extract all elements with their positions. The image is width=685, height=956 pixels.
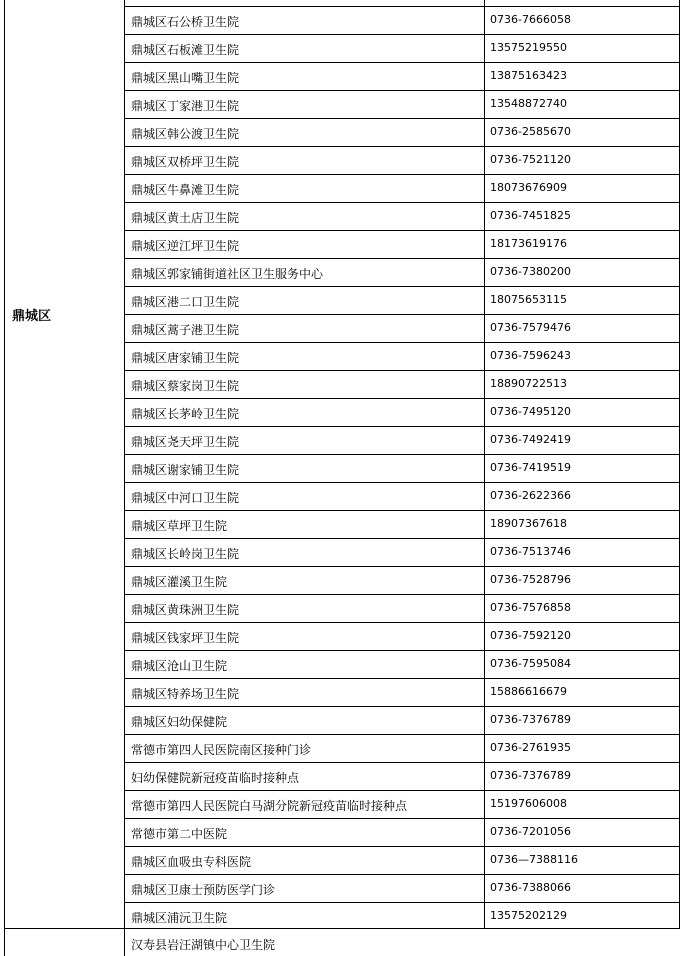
row-divider xyxy=(124,510,680,511)
row-divider xyxy=(124,258,680,259)
hospital-name: 鼎城区特养场卫生院 xyxy=(131,687,240,701)
table-row xyxy=(0,818,685,846)
hospital-name: 鼎城区蔡家岗卫生院 xyxy=(131,379,240,393)
hospital-phone: 0736-7201056 xyxy=(490,825,571,838)
hospital-name: 鼎城区双桥坪卫生院 xyxy=(131,155,240,169)
hospital-phone: 0736-7380200 xyxy=(490,265,571,278)
row-divider xyxy=(124,538,680,539)
row-divider xyxy=(124,146,680,147)
hospital-phone: 0736-7576858 xyxy=(490,601,571,614)
hospital-name: 鼎城区石公桥卫生院 xyxy=(131,15,240,29)
row-divider xyxy=(124,678,680,679)
hospital-name: 鼎城区血吸虫专科医院 xyxy=(131,855,252,869)
row-divider xyxy=(124,314,680,315)
hospital-name: 鼎城区黑山嘴卫生院 xyxy=(131,71,240,85)
row-divider xyxy=(124,370,680,371)
hospital-phone: 13548872740 xyxy=(490,97,567,110)
hospital-name: 鼎城区谢家铺卫生院 xyxy=(131,463,240,477)
row-divider xyxy=(124,594,680,595)
row-divider xyxy=(124,426,680,427)
row-divider xyxy=(124,818,680,819)
row-divider xyxy=(124,90,680,91)
hospital-phone: 0736-7451825 xyxy=(490,209,571,222)
table-row xyxy=(0,230,685,258)
table-row xyxy=(0,258,685,286)
hospital-phone: 0736-7596243 xyxy=(490,349,571,362)
row-divider xyxy=(124,342,680,343)
row-divider xyxy=(124,230,680,231)
hospital-phone: 0736-7388066 xyxy=(490,881,571,894)
table-row xyxy=(0,426,685,454)
hospital-name: 鼎城区牛鼻滩卫生院 xyxy=(131,183,240,197)
row-divider xyxy=(124,482,680,483)
row-divider xyxy=(124,762,680,763)
table-row xyxy=(0,622,685,650)
hospital-name: 鼎城区长岭岗卫生院 xyxy=(131,547,240,561)
hospital-phone: 0736-2585670 xyxy=(490,125,571,138)
hospital-phone: 0736-7592120 xyxy=(490,629,571,642)
table-row xyxy=(0,146,685,174)
hospital-name: 常德市第二中医院 xyxy=(131,827,228,841)
row-divider xyxy=(124,706,680,707)
table-row xyxy=(0,174,685,202)
table-row xyxy=(0,370,685,398)
hospital-name: 常德市第四人民医院南区接种门诊 xyxy=(131,743,312,757)
hospital-phone: 0736—7388116 xyxy=(490,853,578,866)
hospital-phone: 13575202129 xyxy=(490,909,567,922)
table-row xyxy=(0,342,685,370)
table-row xyxy=(0,790,685,818)
row-divider xyxy=(124,118,680,119)
row-divider xyxy=(124,34,680,35)
table-row xyxy=(0,678,685,706)
hospital-name: 鼎城区黄土店卫生院 xyxy=(131,211,240,225)
hospital-phone: 0736-7513746 xyxy=(490,545,571,558)
hospital-phone: 0736-7521120 xyxy=(490,153,571,166)
row-divider xyxy=(124,62,680,63)
hospital-name: 鼎城区长茅岭卫生院 xyxy=(131,407,240,421)
table-row xyxy=(0,538,685,566)
hospital-phone: 15197606008 xyxy=(490,797,567,810)
hospital-name: 鼎城区郭家铺街道社区卫生服务中心 xyxy=(131,267,324,281)
hospital-phone: 0736-7595084 xyxy=(490,657,571,670)
table-row xyxy=(0,706,685,734)
row-divider xyxy=(124,6,680,7)
table-row xyxy=(0,6,685,34)
row-divider xyxy=(124,874,680,875)
hospital-name: 鼎城区卫康士预防医学门诊 xyxy=(131,883,276,897)
hospital-name: 鼎城区中河口卫生院 xyxy=(131,491,240,505)
hospital-phone: 0736-2622366 xyxy=(490,489,571,502)
table-row xyxy=(0,482,685,510)
hospital-name: 鼎城区尧天坪卫生院 xyxy=(131,435,240,449)
hospital-name: 妇幼保健院新冠疫苗临时接种点 xyxy=(131,771,300,785)
row-divider xyxy=(124,286,680,287)
hospital-name: 鼎城区蒿子港卫生院 xyxy=(131,323,240,337)
row-divider xyxy=(124,902,680,903)
hospital-phone: 0736-2761935 xyxy=(490,741,571,754)
hospital-phone: 18173619176 xyxy=(490,237,567,250)
row-divider xyxy=(124,174,680,175)
next-row-hospital-name: 汉寿县岩汪湖镇中心卫生院 xyxy=(131,938,276,952)
hospital-name: 鼎城区钱家坪卫生院 xyxy=(131,631,240,645)
table-row xyxy=(0,902,685,930)
hospital-name: 鼎城区妇幼保健院 xyxy=(131,715,228,729)
hospital-phone: 18075653115 xyxy=(490,293,567,306)
table-row xyxy=(0,734,685,762)
hospital-phone: 13575219550 xyxy=(490,41,567,54)
table-row xyxy=(0,118,685,146)
table-row xyxy=(0,34,685,62)
table-row xyxy=(0,202,685,230)
row-divider xyxy=(124,650,680,651)
table-row xyxy=(0,90,685,118)
row-divider xyxy=(124,790,680,791)
district-label: 鼎城区 xyxy=(12,309,52,324)
table-row xyxy=(0,650,685,678)
hospital-phone: 18890722513 xyxy=(490,377,567,390)
row-divider xyxy=(124,454,680,455)
hospital-name: 鼎城区浦沅卫生院 xyxy=(131,911,228,925)
table-row xyxy=(0,314,685,342)
hospital-phone: 0736-7376789 xyxy=(490,769,571,782)
hospital-phone: 0736-7666058 xyxy=(490,13,571,26)
hospital-phone: 0736-7579476 xyxy=(490,321,571,334)
hospital-name: 鼎城区丁家港卫生院 xyxy=(131,99,240,113)
table-row xyxy=(0,398,685,426)
hospital-phone: 0736-7376789 xyxy=(490,713,571,726)
table-row xyxy=(0,62,685,90)
hospital-phone: 0736-7495120 xyxy=(490,405,571,418)
hospital-name: 常德市第四人民医院白马湖分院新冠疫苗临时接种点 xyxy=(131,799,408,813)
hospital-name: 鼎城区灌溪卫生院 xyxy=(131,575,228,589)
hospital-name: 鼎城区逆江坪卫生院 xyxy=(131,239,240,253)
table-row xyxy=(0,510,685,538)
table-row xyxy=(0,286,685,314)
table-row xyxy=(0,594,685,622)
hospital-name: 鼎城区黄珠洲卫生院 xyxy=(131,603,240,617)
hospital-phone: 18907367618 xyxy=(490,517,567,530)
table-row xyxy=(0,454,685,482)
hospital-phone: 18073676909 xyxy=(490,181,567,194)
table-row xyxy=(0,566,685,594)
hospital-name: 鼎城区唐家铺卫生院 xyxy=(131,351,240,365)
hospital-phone: 0736-7528796 xyxy=(490,573,571,586)
row-divider xyxy=(124,566,680,567)
row-divider xyxy=(124,398,680,399)
row-divider xyxy=(124,622,680,623)
hospital-phone: 13875163423 xyxy=(490,69,567,82)
hospital-name: 鼎城区草坪卫生院 xyxy=(131,519,228,533)
hospital-name: 鼎城区沧山卫生院 xyxy=(131,659,228,673)
hospital-phone: 0736-7419519 xyxy=(490,461,571,474)
table-row xyxy=(0,874,685,902)
row-divider xyxy=(124,846,680,847)
hospital-phone: 15886616679 xyxy=(490,685,567,698)
hospital-name: 鼎城区石板滩卫生院 xyxy=(131,43,240,57)
hospital-name: 鼎城区港二口卫生院 xyxy=(131,295,240,309)
hospital-phone: 0736-7492419 xyxy=(490,433,571,446)
hospital-name: 鼎城区韩公渡卫生院 xyxy=(131,127,240,141)
table-row xyxy=(0,846,685,874)
table-row xyxy=(0,762,685,790)
row-divider xyxy=(124,734,680,735)
row-divider xyxy=(124,202,680,203)
